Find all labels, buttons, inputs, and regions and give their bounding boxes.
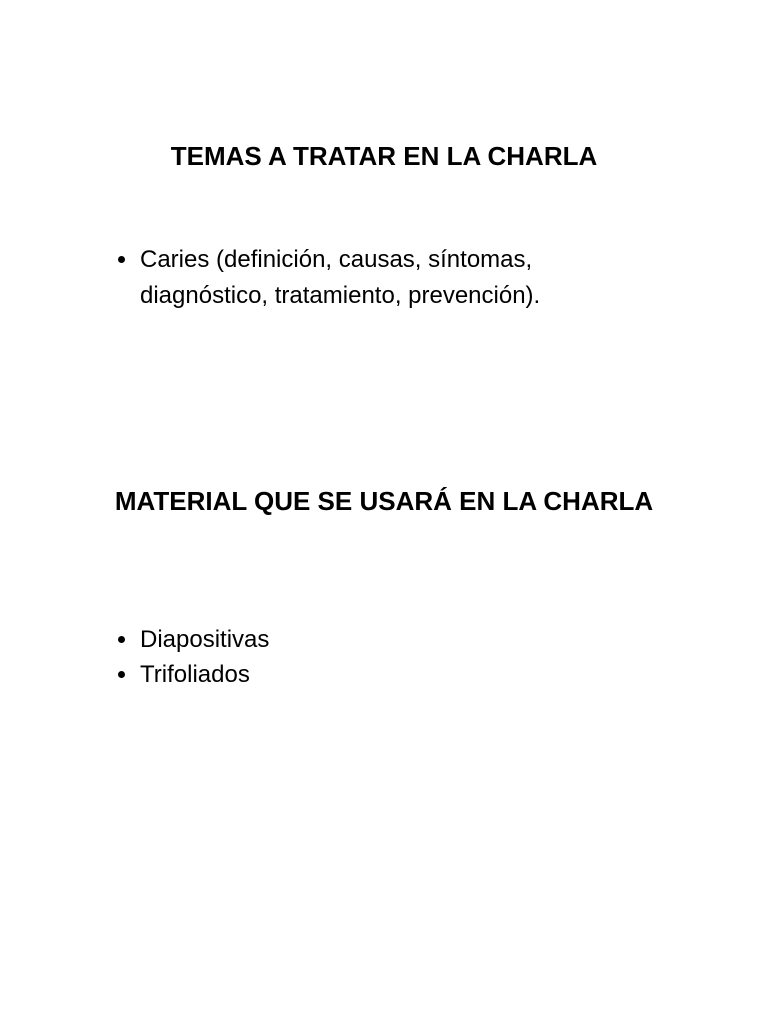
list-item xyxy=(140,657,640,692)
list-item xyxy=(140,622,640,657)
bullet-icon xyxy=(118,671,125,678)
bullet-icon xyxy=(118,636,125,643)
list-item-text: Diapositivas xyxy=(140,626,270,653)
list-item xyxy=(140,242,640,314)
materials-list xyxy=(140,622,640,692)
topics-list xyxy=(140,242,640,314)
section-heading-topics: TEMAS A TRATAR EN LA CHARLA xyxy=(170,141,598,171)
section-heading-materials: MATERIAL QUE SE USARÁ EN LA CHARLA xyxy=(114,486,654,516)
list-item-text: Trifoliados xyxy=(140,661,250,688)
list-item-text: Caries (definición, causas, síntomas, diagnóstico, tratamiento, prevención). xyxy=(140,246,541,309)
bullet-icon xyxy=(118,256,125,263)
